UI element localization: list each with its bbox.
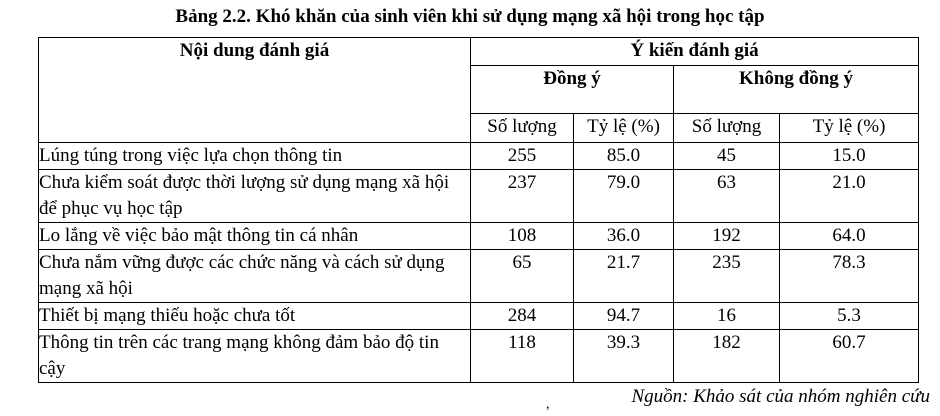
header-agree: Đồng ý [471,66,674,114]
disagree-count-cell: 16 [674,303,780,330]
header-content: Nội dung đánh giá [39,38,471,143]
table-row [39,223,919,250]
data-table [38,37,919,383]
table-body [39,143,919,383]
table-row [39,250,919,303]
agree-count-cell: 237 [471,170,574,223]
disagree-percent-cell: 21.0 [780,170,919,223]
stray-comma-mark: , [546,397,550,412]
header-agree-count: Số lượng [471,114,574,143]
agree-count-cell: 255 [471,143,574,170]
header-disagree-count: Số lượng [674,114,780,143]
agree-percent-cell: 36.0 [574,223,674,250]
table-row [39,330,919,383]
disagree-percent-cell: 64.0 [780,223,919,250]
header-disagree: Không đồng ý [674,66,919,114]
table-row [39,143,919,170]
table-caption: Bảng 2.2. Khó khăn của sinh viên khi sử dụng mạng xã hội trong học tập [175,6,765,27]
disagree-count-cell: 63 [674,170,780,223]
disagree-percent-cell: 15.0 [780,143,919,170]
agree-count-cell: 65 [471,250,574,303]
agree-percent-cell: 85.0 [574,143,674,170]
source-note: Nguồn: Khảo sát của nhóm nghiên cứu [631,386,930,407]
disagree-count-cell: 192 [674,223,780,250]
row-label: Thông tin trên các trang mạng không đảm bảo độ tin cậy [39,330,471,383]
disagree-percent-cell: 60.7 [780,330,919,383]
row-label: Chưa kiểm soát được thời lượng sử dụng mạng xã hội để phục vụ học tập [39,170,471,223]
disagree-count-cell: 235 [674,250,780,303]
agree-percent-cell: 39.3 [574,330,674,383]
disagree-percent-cell: 78.3 [780,250,919,303]
agree-count-cell: 284 [471,303,574,330]
disagree-percent-cell: 5.3 [780,303,919,330]
agree-percent-cell: 21.7 [574,250,674,303]
agree-count-cell: 108 [471,223,574,250]
agree-count-cell: 118 [471,330,574,383]
agree-percent-cell: 79.0 [574,170,674,223]
row-label: Lo lắng về việc bảo mật thông tin cá nhân [39,223,471,250]
header-agree-percent: Tỷ lệ (%) [574,114,674,143]
agree-percent-cell: 94.7 [574,303,674,330]
row-label: Chưa nắm vững được các chức năng và cách sử dụng mạng xã hội [39,250,471,303]
header-disagree-percent: Tỷ lệ (%) [780,114,919,143]
header-opinion: Ý kiến đánh giá [471,38,919,66]
disagree-count-cell: 45 [674,143,780,170]
table-row [39,170,919,223]
disagree-count-cell: 182 [674,330,780,383]
table-header [39,38,919,143]
row-label: Thiết bị mạng thiếu hoặc chưa tốt [39,303,471,330]
row-label: Lúng túng trong việc lựa chọn thông tin [39,143,471,170]
table-row [39,303,919,330]
